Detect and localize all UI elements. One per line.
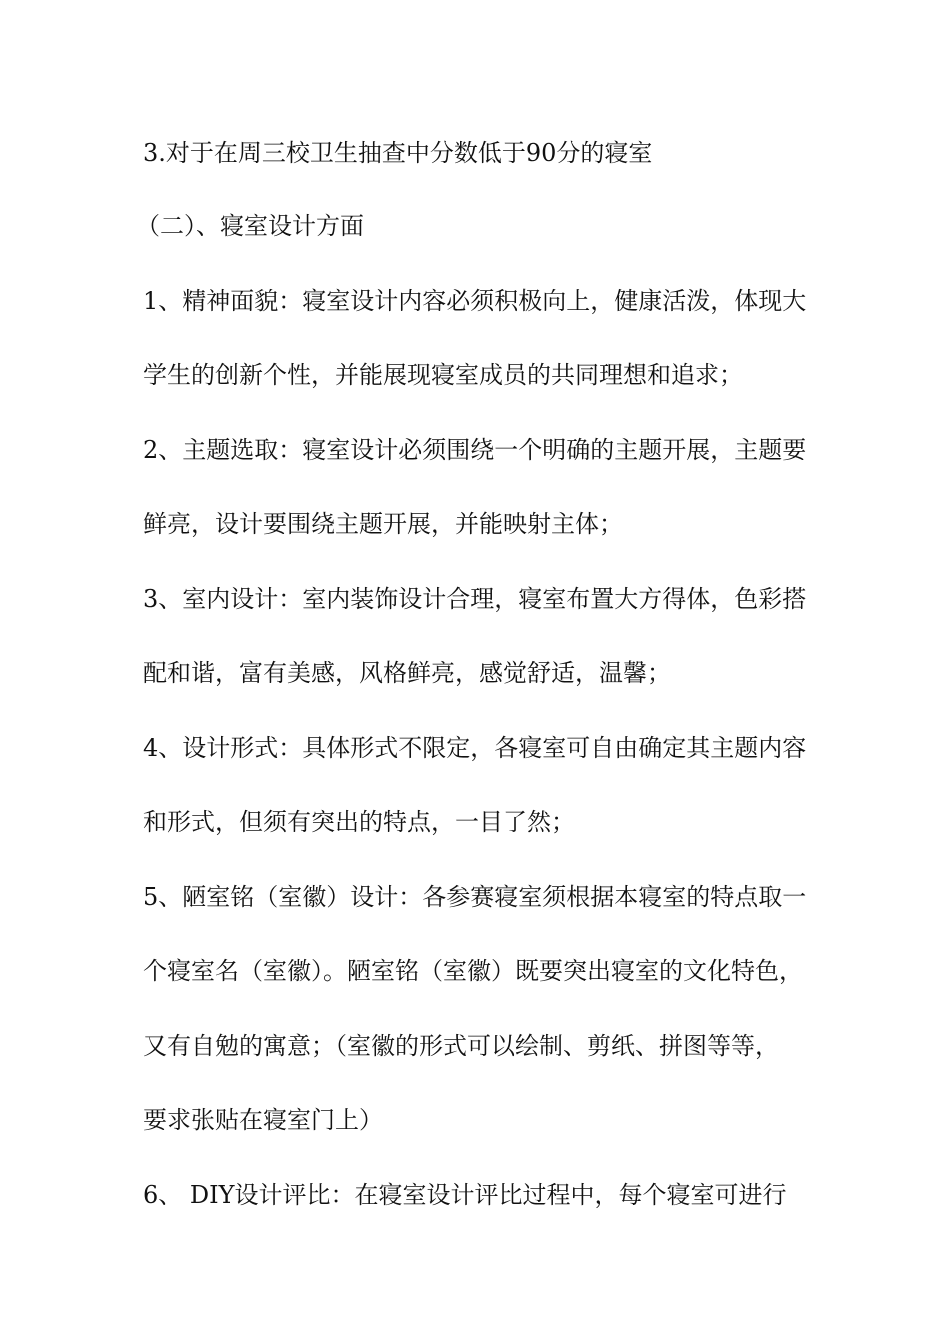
text-line: 5、陋室铭（室徽）设计：各参赛寝室须根据本寝室的特点取一 bbox=[143, 883, 807, 911]
text-line: 又有自勉的寓意；（室徽的形式可以绘制、剪纸、拼图等等， bbox=[143, 1032, 779, 1060]
section-heading: （二）、寝室设计方面 bbox=[136, 212, 364, 240]
text-line: 鲜亮，设计要围绕主题开展，并能映射主体； bbox=[143, 510, 623, 538]
text-line: 2、主题选取：寝室设计必须围绕一个明确的主题开展，主题要 bbox=[143, 436, 807, 464]
text-line: 1、精神面貌：寝室设计内容必须积极向上，健康活泼，体现大 bbox=[143, 287, 807, 315]
text-line: 学生的创新个性，并能展现寝室成员的共同理想和追求； bbox=[143, 361, 743, 389]
text-line: 3、室内设计：室内装饰设计合理，寝室布置大方得体，色彩搭 bbox=[143, 585, 807, 613]
text-line: 要求张贴在寝室门上） bbox=[143, 1106, 383, 1134]
text-line: 配和谐，富有美感，风格鲜亮，感觉舒适，温馨； bbox=[143, 659, 671, 687]
text-line: 3.对于在周三校卫生抽查中分数低于90分的寝室 bbox=[143, 139, 653, 167]
text-line: 个寝室名（室徽）。陋室铭（室徽）既要突出寝室的文化特色， bbox=[143, 957, 803, 985]
text-line: 和形式，但须有突出的特点，一目了然； bbox=[143, 808, 575, 836]
text-line: 4、设计形式：具体形式不限定，各寝室可自由确定其主题内容 bbox=[143, 734, 807, 762]
text-line: 6、 DIY设计评比：在寝室设计评比过程中，每个寝室可进行 bbox=[143, 1181, 787, 1209]
